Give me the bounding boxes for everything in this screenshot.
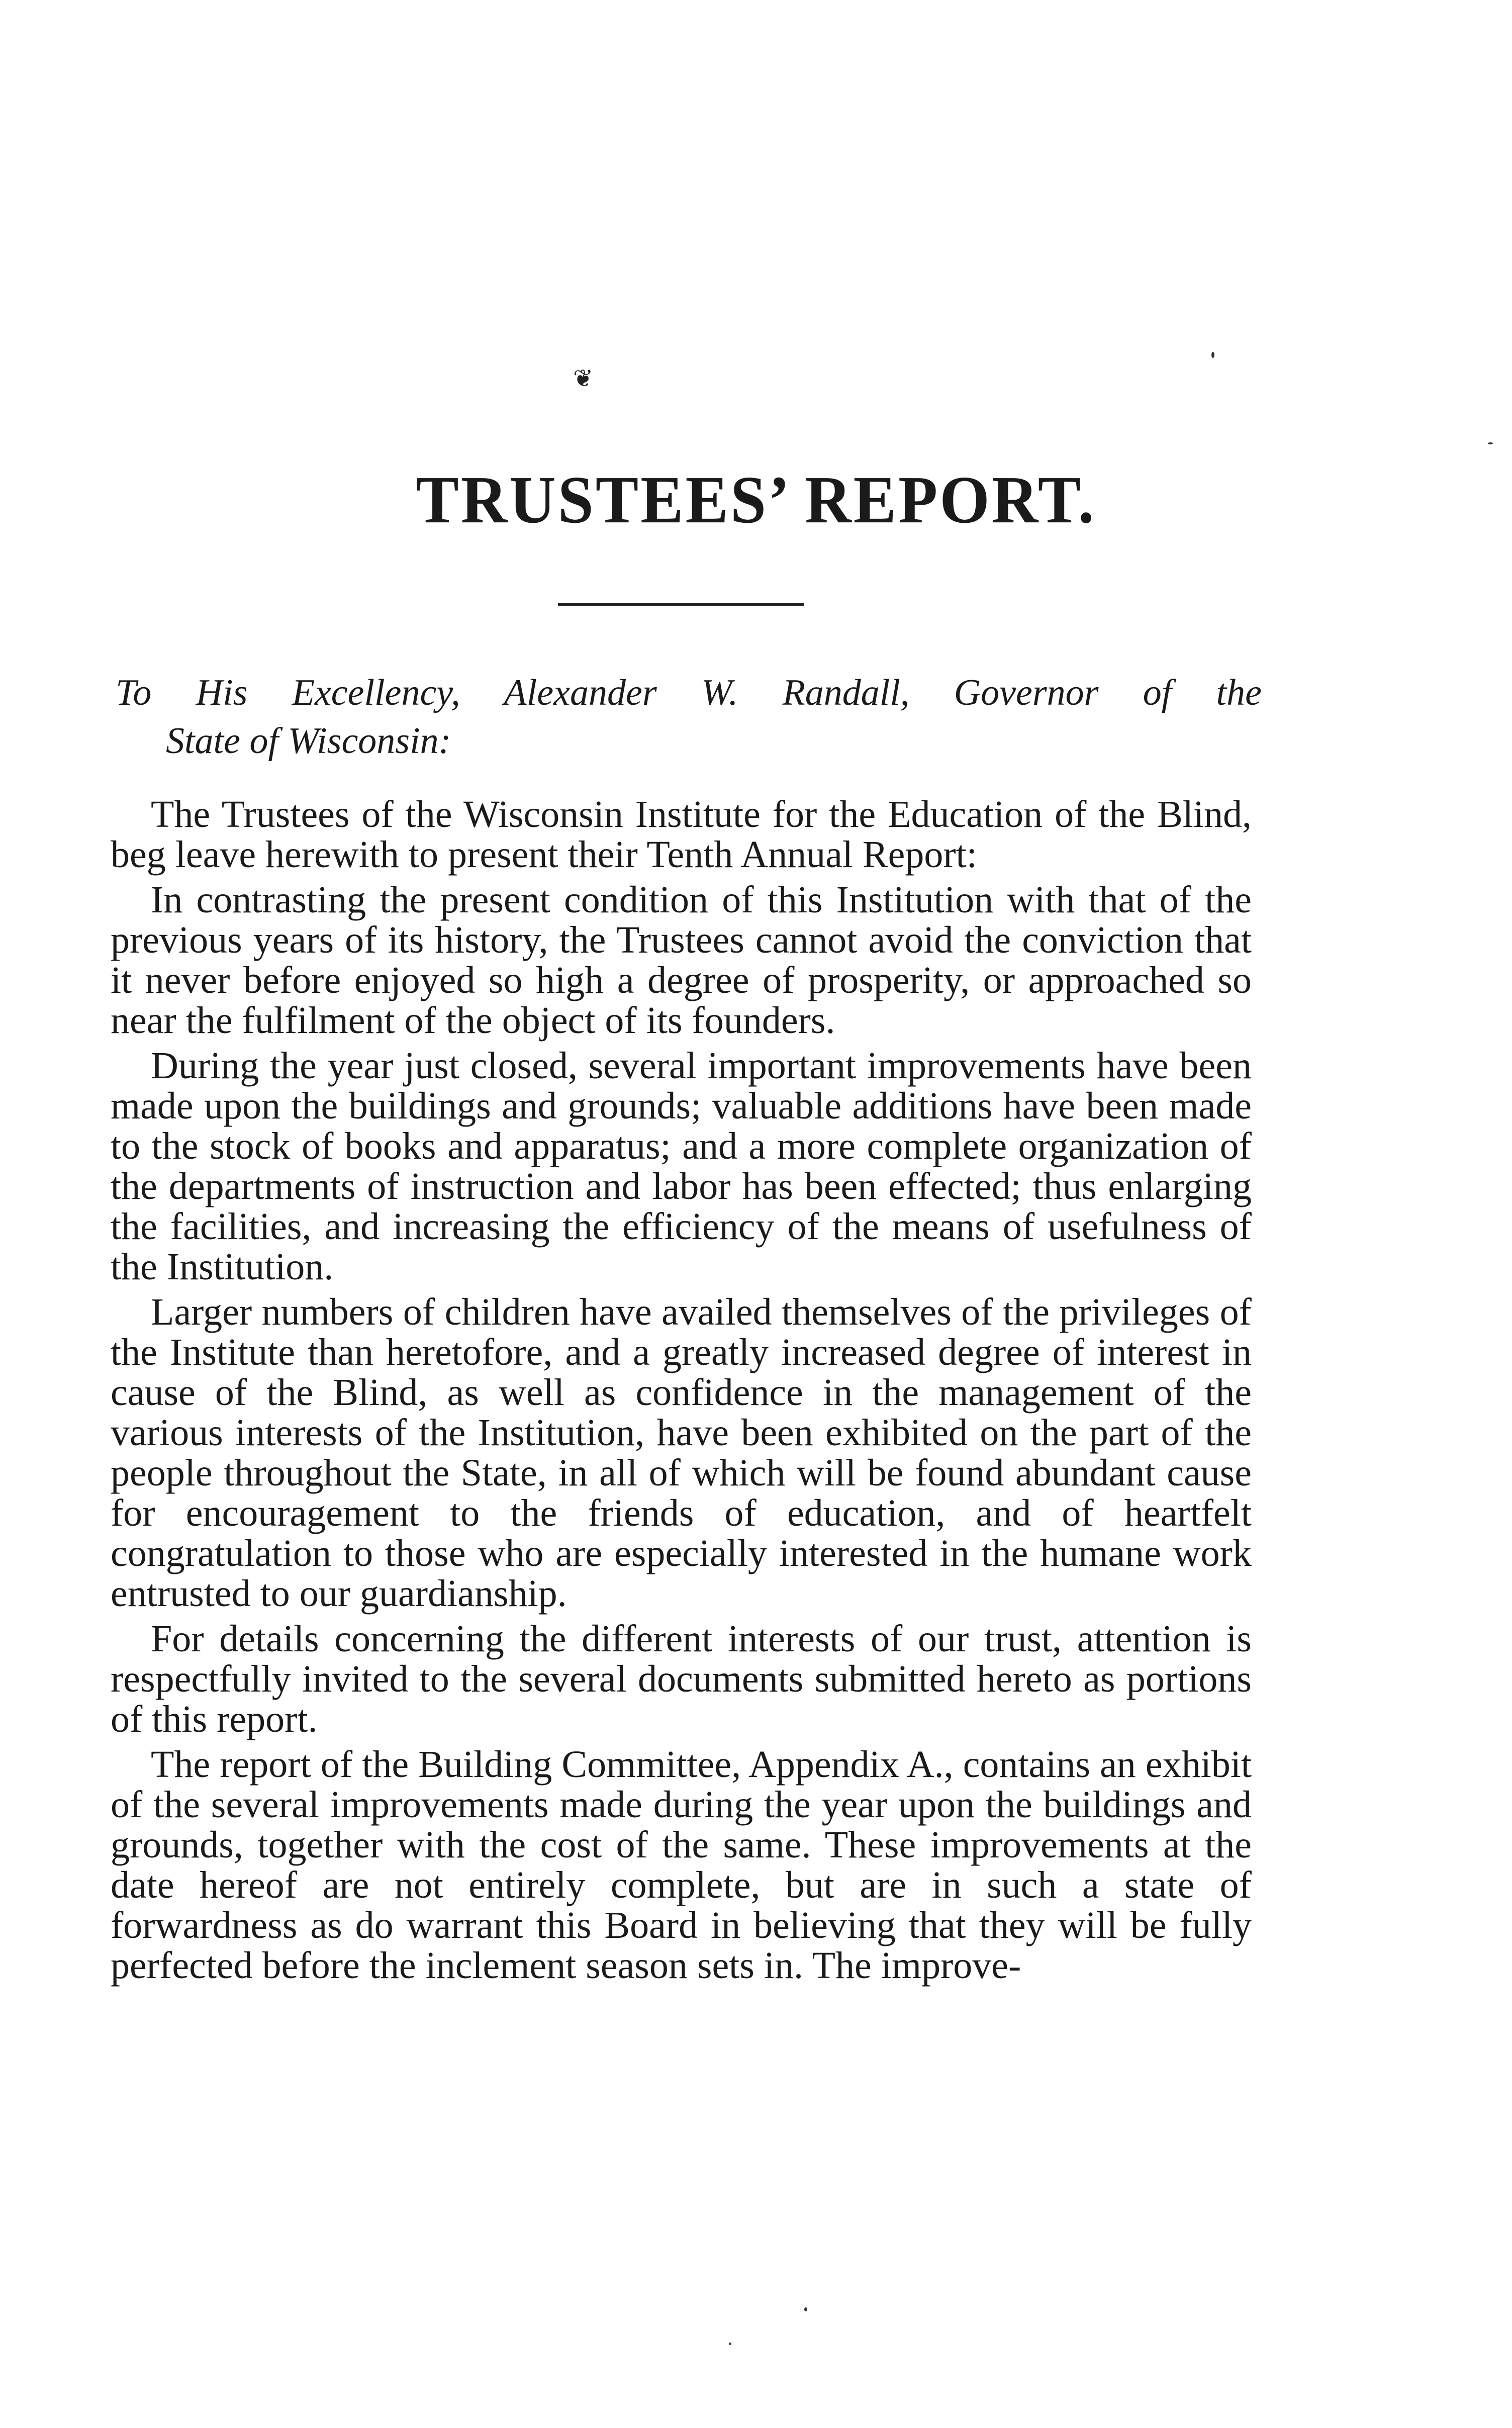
salutation bbox=[116, 669, 1262, 765]
report-body bbox=[111, 794, 1252, 1986]
print-speck bbox=[1211, 352, 1214, 358]
title-divider bbox=[558, 603, 804, 606]
page-title: TRUSTEES’ REPORT. bbox=[416, 462, 1096, 537]
paragraph-improvements: During the year just closed, several important improvements have been made upon the buildings and grounds; valuable additions have been made to the stock of books and apparatus; and a more complete organization of the departments of instruction and labor has been effected; thus enlarging the facilities, and increasing the efficiency of the means of usefulness of the Institution. bbox=[111, 1045, 1252, 1288]
print-speck bbox=[1488, 442, 1493, 444]
salutation-line-1: To His Excellency, Alexander W. Randall, Governor of the bbox=[116, 672, 1262, 713]
salutation-line-2: State of Wisconsin: bbox=[166, 720, 451, 762]
paragraph-contrast: In contrasting the present condition of this Institution with that of the previous years of its history, the Trustees cannot avoid the conviction that it never before enjoyed so high a degree of prosperity, or approached so near the fulfilment of the object of its founders. bbox=[111, 879, 1252, 1042]
print-speck bbox=[804, 2307, 807, 2311]
paragraph-intro: The Trustees of the Wisconsin Institute for the Education of the Blind, beg leave herewith to present their Tenth Annual Report: bbox=[111, 793, 1252, 876]
printer-ornament-icon: ❦ bbox=[573, 365, 594, 392]
paragraph-attendance: Larger numbers of children have availed themselves of the privileges of the Institute than heretofore, and a greatly increased degree of interest in cause of the Blind, as well as confidence in the management of the various interests of the Institution, have been exhibited on the part of the people throughout the State, in all of which will be found abundant cause for encouragement to the friends of education, and of heartfelt congratulation to those who are especially interested in the humane work entrusted to our guardianship. bbox=[111, 1291, 1252, 1615]
paragraph-building-committee: The report of the Building Committee, Appendix A., contains an exhibit of the several improvements made during the year upon the buildings and grounds, together with the cost of the same. These improvements at the date hereof are not entirely complete, but are in such a state of forwardness as do warrant this Board in believing that they will be fully perfected before the inclement season sets in. The improve- bbox=[111, 1743, 1252, 1987]
print-speck bbox=[729, 2343, 731, 2345]
paragraph-details: For details concerning the different interests of our trust, attention is respectfully invited to the several documents submitted hereto as portions of this report. bbox=[111, 1618, 1252, 1740]
